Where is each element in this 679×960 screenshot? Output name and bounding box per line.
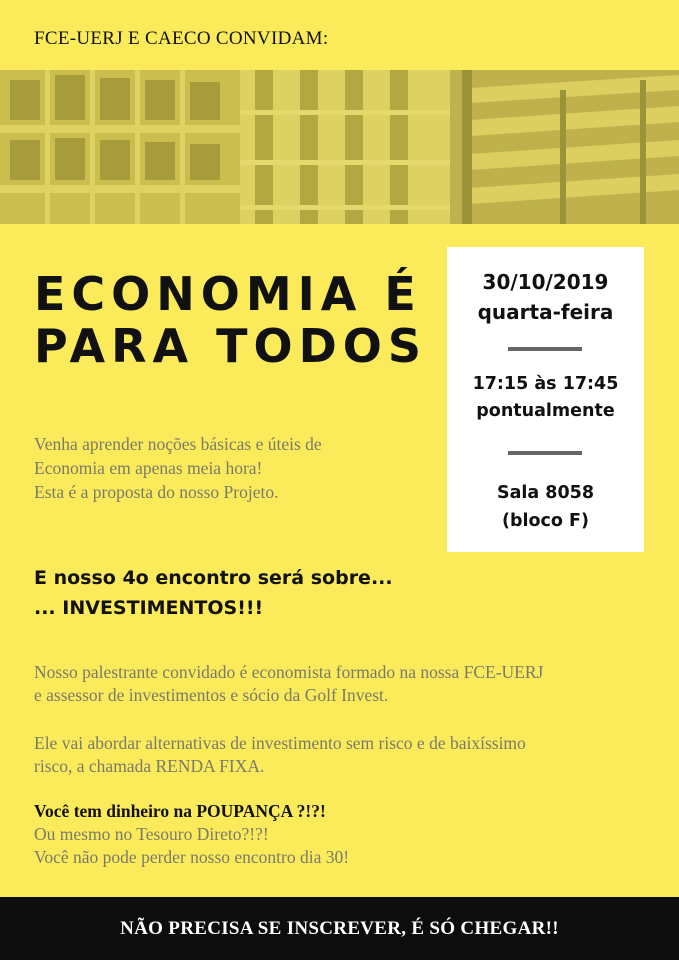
intro-line: Economia em apenas meia hora!	[34, 458, 263, 478]
title-line-1: ECONOMIA É	[34, 267, 422, 321]
speaker-line: Nosso palestrante convidado é economista formado na nossa FCE-UERJ	[34, 662, 544, 682]
page-title	[34, 268, 427, 372]
topic-paragraph	[34, 732, 526, 778]
topic-line: Ele vai abordar alternativas de investimento sem risco e de baixíssimo	[34, 733, 526, 753]
divider	[508, 347, 582, 351]
intro-paragraph	[34, 432, 322, 504]
call-to-action-paragraph	[34, 800, 349, 869]
event-time-block	[447, 371, 644, 425]
intro-line: Venha aprender noções básicas e úteis de	[34, 434, 322, 454]
event-date: 30/10/2019	[482, 270, 609, 294]
intro-line: Esta é a proposta do nosso Projeto.	[34, 482, 279, 502]
building-photo-banner	[0, 70, 679, 224]
event-time: 17:15 às 17:45	[472, 374, 619, 394]
call-line: Ou mesmo no Tesouro Direto?!?!	[34, 824, 269, 844]
event-info-box	[447, 247, 644, 552]
event-weekday: quarta-feira	[477, 300, 614, 324]
building-photo	[0, 70, 679, 224]
topic-highlight	[34, 563, 393, 623]
topic-line: risco, a chamada RENDA FIXA.	[34, 756, 265, 776]
event-punctuality: pontualmente	[476, 401, 615, 421]
call-question: Você tem dinheiro na POUPANÇA ?!?!	[34, 801, 326, 821]
event-block: (bloco F)	[502, 511, 589, 531]
call-line: Você não pode perder nosso encontro dia 30!	[34, 847, 350, 867]
event-room: Sala 8058	[496, 483, 595, 503]
header-invitation: FCE-UERJ E CAECO CONVIDAM:	[34, 28, 329, 49]
title-line-2: PARA TODOS	[34, 319, 428, 373]
event-date-block	[447, 267, 644, 327]
footer-banner: NÃO PRECISA SE INSCREVER, É SÓ CHEGAR!!	[0, 897, 679, 960]
divider	[508, 451, 582, 455]
speaker-line: e assessor de investimentos e sócio da Golf Invest.	[34, 685, 389, 705]
highlight-line-1: E nosso 4o encontro será sobre...	[34, 567, 393, 589]
event-room-block	[447, 479, 644, 535]
highlight-line-2: ... INVESTIMENTOS!!!	[34, 597, 264, 619]
speaker-paragraph	[34, 661, 543, 707]
